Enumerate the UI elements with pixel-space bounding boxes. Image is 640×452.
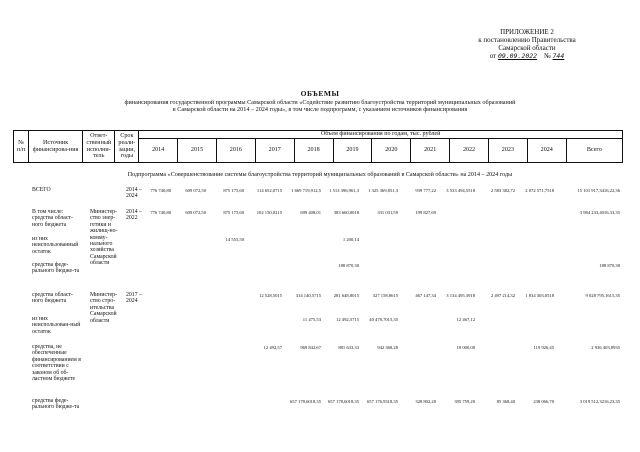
value-cell: 2 583 382,72 [490,188,515,193]
number-prefix: № [544,52,551,60]
col-num-header: № п/п [14,131,29,163]
funding-group-header: Объем финансирования по годам, тыс. рублей [139,131,623,139]
row-label: средства, не обеспеченные финансированием в соответствии с законом об об-ластном бюджете [32,344,81,383]
col-source-header: Источник финансирова-ния [29,131,83,163]
value-cell: 609 072,50 [185,210,206,215]
value-cell: 3 134 495,3918 [446,293,475,298]
date-prefix: от [489,52,497,60]
year-header-2016: 2016 [216,139,255,163]
year-header-2019: 2019 [333,139,372,163]
value-cell: 3 984 233,4016,33,35 [579,210,620,215]
value-cell: 9 028 795,1615,35 [585,293,620,298]
value-cell: 10 000,00 [456,345,475,350]
value-cell: 657 176,9318,35 [366,399,398,404]
year-header-2020: 2020 [372,139,411,163]
value-cell: 2 936 403,8935 [591,345,620,350]
appendix-line-3: Самарской области [498,44,556,52]
value-cell: 281 648,8015 [333,293,359,298]
value-cell: 14 555,50 [225,237,244,242]
year-header-2023: 2023 [488,139,527,163]
appendix-line-1: ПРИЛОЖЕНИЕ 2 [500,28,554,36]
row-label: средства феде-рального бюдже-та [32,262,80,275]
value-cell: 238 066,70 [533,399,554,404]
value-cell: 188 870,30 [338,263,359,268]
value-cell: 657 178,6018,35 [327,399,359,404]
value-cell: 776 740,80 [150,188,171,193]
document-title: ОБЪЕМЫ [300,89,340,98]
value-cell: 12 528,5015 [259,293,282,298]
col-term-header: Срок реали-зации, годы [115,131,139,163]
value-cell: 1 200,14 [342,237,359,242]
year-header-2024: 2024 [527,139,566,163]
value-cell: 3 019 512,3216,23,35 [579,399,620,404]
value-cell: 85 368,40 [496,399,515,404]
year-header-2021: 2021 [411,139,450,163]
value-cell: 12 492,5715 [336,317,359,322]
value-cell: 657 178,6018,35 [289,399,321,404]
value-cell: 327 158,8615 [372,293,398,298]
appendix-line-2: к постановлению Правительства [478,36,576,44]
value-cell: 881 633,33 [338,345,359,350]
col-executor-header: Ответ-ственный исполни-тель [83,131,115,163]
row-executor: Министер-ство стро-ительства Самарской области [90,292,117,324]
value-cell: 40 478,7015,35 [369,317,398,322]
row-label: средства феде-рального бюдже-та [32,398,80,411]
value-cell: 12 492,57 [263,345,282,350]
row-executor: Министер-ство энер-гетики и жилищ-но-комму-нального хозяйства Самарской области [90,209,118,267]
value-cell: 939 777,22 [415,188,436,193]
value-cell: 199 827,69 [415,210,436,215]
value-cell: 3 533 494,5518 [446,188,475,193]
subprogram-title: Подпрограмма «Совершенствование системы благоустройства территорий муниципальных образований в Самарской области» на 2014 – 2024 годы [127,172,513,178]
value-cell: 102 150,0215 [256,210,282,215]
value-cell: 383 660,0018 [333,210,359,215]
value-cell: 188 870,30 [599,263,620,268]
total-header: Всего [566,139,622,163]
value-cell: 12 467,12 [456,317,475,322]
value-cell: 875 175,60 [223,210,244,215]
year-header-2022: 2022 [450,139,489,163]
year-header-2017: 2017 [255,139,294,163]
value-cell: 699 408,01 [300,210,321,215]
value-cell: 1 669 719,912,5 [291,188,321,193]
value-cell: 314 140,5715 [295,293,321,298]
value-cell: 328 802,20 [415,399,436,404]
value-cell: 969 842,67 [300,345,321,350]
year-header-2015: 2015 [178,139,217,163]
subtitle-line-1: финансирования государственной программы Самарской области «Содействие развитию благоустройства территорий муниципальных образований [124,99,516,106]
value-cell: 1 513 396,961,3 [329,188,359,193]
value-cell: 875 175,60 [223,188,244,193]
row-label: ВСЕГО [32,187,51,193]
row-term: 2014 – 2022 [126,209,142,222]
value-cell: 331 031,59 [377,210,398,215]
value-cell: 15 101 917,3416,22,36 [577,188,620,193]
value-cell: 114 652,0715 [256,188,282,193]
year-header-2018: 2018 [294,139,333,163]
value-cell: 119 926,45 [533,345,554,350]
row-label: из них неиспользован-ный остаток [32,316,81,335]
row-term: 2017 – 2024 [126,292,142,305]
year-header-2014: 2014 [139,139,178,163]
number-value: 744 [552,52,565,60]
row-label: из них неиспользованный остаток [32,236,79,255]
date-value: 09.09.2022 [497,52,538,60]
value-cell: 942 368,28 [377,345,398,350]
row-label: средства област-ного бюджета [32,292,73,305]
value-cell: 1 834 303,0518 [525,293,554,298]
subtitle-line-2: в Самарской области на 2014 – 2024 годы», в том числе подпрограмм, с указанием источников финансирования [172,106,468,114]
row-label: В том числе: средства област-ного бюджета [32,209,73,228]
value-cell: 11 475,53 [302,317,321,322]
value-cell: 1 325 369,851,3 [368,188,398,193]
value-cell: 467 147,34 [415,293,436,298]
value-cell: 609 072,50 [185,188,206,193]
value-cell: 395 759,20 [454,399,475,404]
row-term: 2014 – 2024 [126,187,142,200]
value-cell: 2 072 571,7518 [525,188,554,193]
value-cell: 776 740,80 [150,210,171,215]
value-cell: 2 497 214,32 [490,293,515,298]
